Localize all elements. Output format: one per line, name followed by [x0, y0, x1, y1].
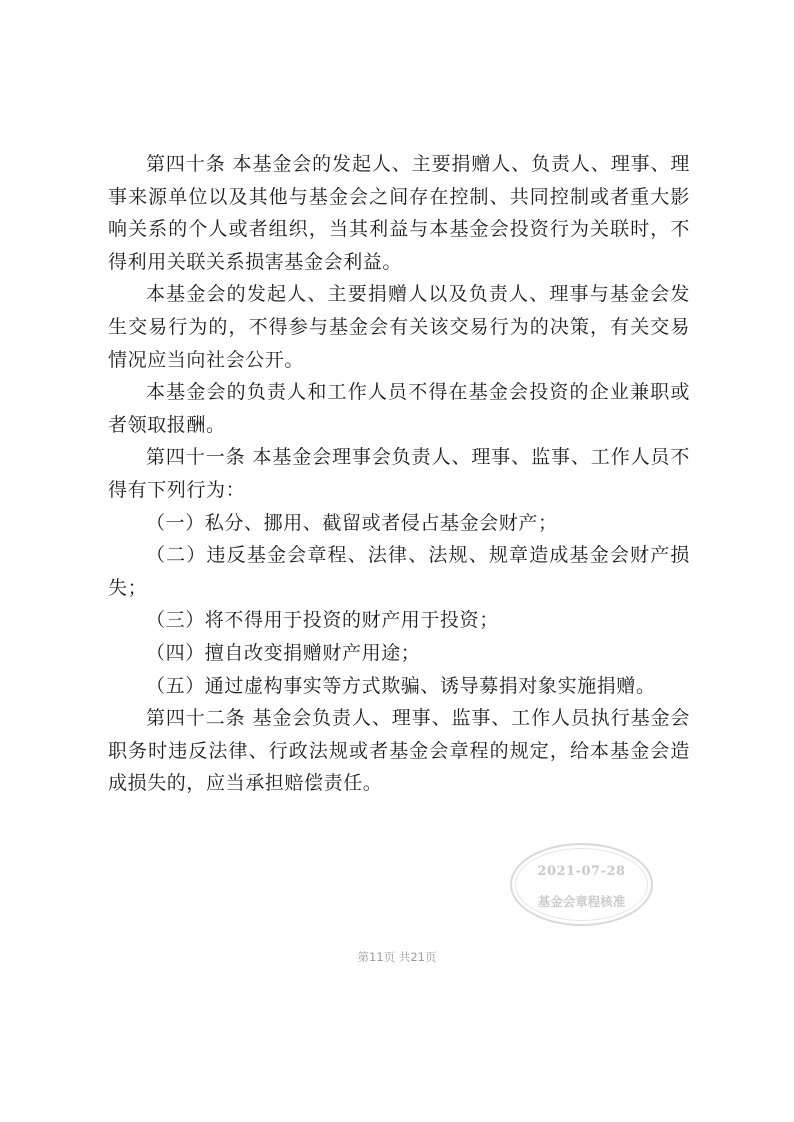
paragraph-article-40: 第四十条 本基金会的发起人、主要捐赠人、负责人、理事、理事来源单位以及其他与基金会之间存在控制、共同控制或者重大影响关系的个人或者组织，当其利益与本基金会投资行为关联时，不得利用关联关系损害基金会利益。 [108, 153, 690, 273]
list-item-1: （一）私分、挪用、截留或者侵占基金会财产； [146, 511, 558, 534]
list-item-4: （四）擅自改变捐赠财产用途； [146, 641, 421, 664]
paragraph-no-part-time: 本基金会的负责人和工作人员不得在基金会投资的企业兼职或者领取报酬。 [108, 381, 690, 436]
stamp-inner-ring [515, 848, 648, 921]
paragraph-article-41: 第四十一条 本基金会理事会负责人、理事、监事、工作人员不得有下列行为： [108, 446, 690, 501]
approval-stamp [510, 843, 653, 926]
list-item-5: （五）通过虚构事实等方式欺骗、诱导募捐对象实施捐赠。 [146, 674, 656, 697]
list-item-2: （二）违反基金会章程、法律、法规、规章造成基金会财产损失； [108, 544, 690, 599]
paragraph-related-transactions: 本基金会的发起人、主要捐赠人以及负责人、理事与基金会发生交易行为的，不得参与基金会有关该交易行为的决策，有关交易情况应当向社会公开。 [108, 283, 690, 371]
document-body [108, 148, 690, 800]
paragraph-article-42: 第四十二条 基金会负责人、理事、监事、工作人员执行基金会职务时违反法律、行政法规或者基金会章程的规定，给本基金会造成损失的，应当承担赔偿责任。 [108, 707, 690, 795]
page-number: 第11页 共21页 [357, 950, 437, 964]
stamp-text: 基金会章程核准 [537, 894, 626, 909]
stamp-date: 2021-07-28 [537, 864, 626, 879]
list-item-3: （三）将不得用于投资的财产用于投资； [146, 609, 499, 632]
